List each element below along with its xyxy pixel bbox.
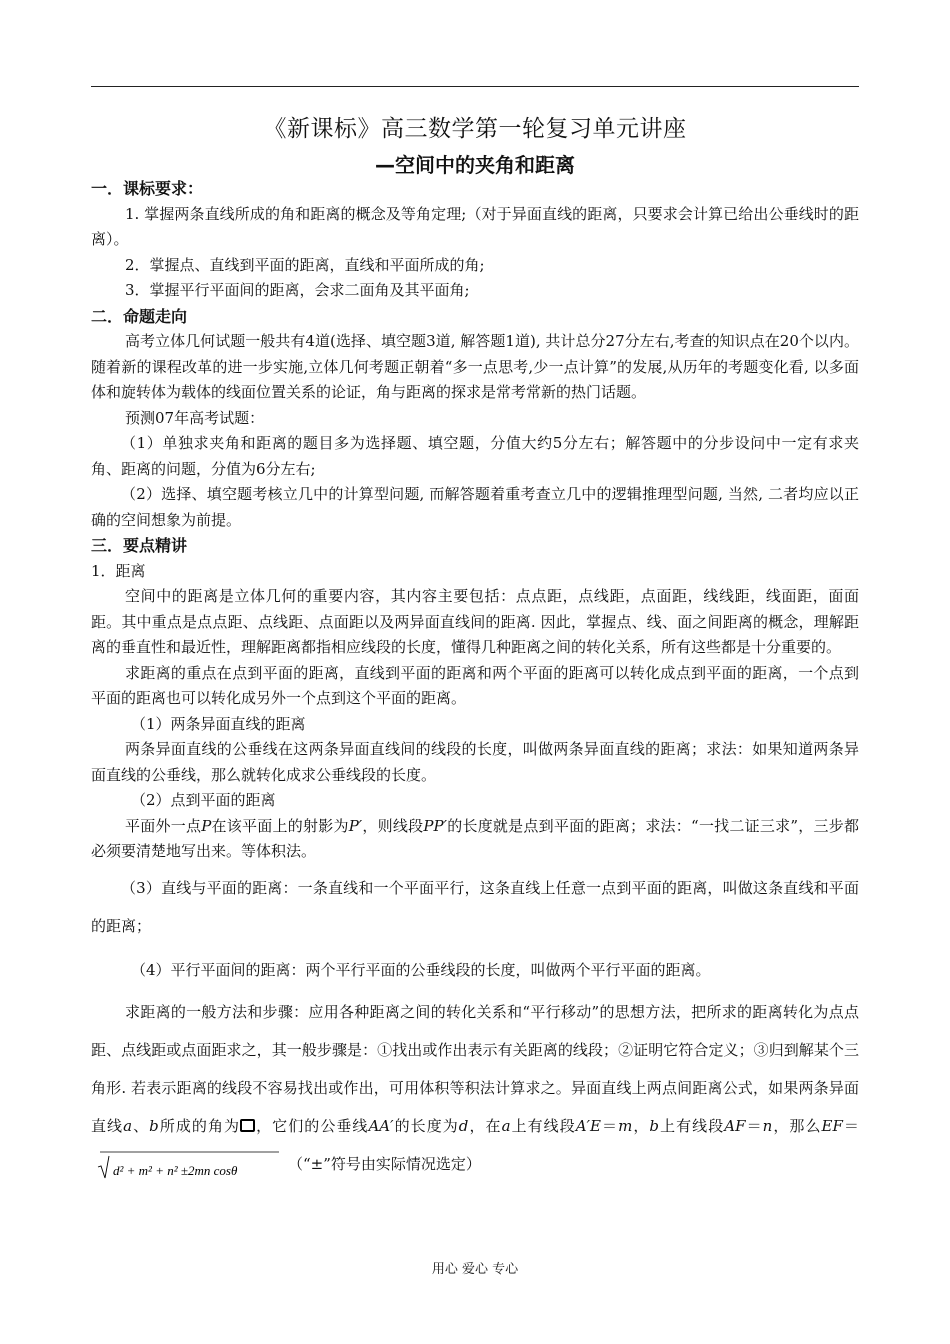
paragraph: （4）平行平面间的距离：两个平行平面的公垂线段的长度，叫做两个平行平面的距离。 — [131, 960, 711, 979]
theta-placeholder-icon — [240, 1119, 255, 1132]
document-body — [91, 176, 859, 1183]
page-title: 《新课标》高三数学第一轮复习单元讲座 — [263, 116, 687, 142]
paragraph: 平面外一点P在该平面上的射影为P′，则线段PP′的长度就是点到平面的距离；求法：“一找二证三求”，三步都必须要清楚地写出来。等体积法。 — [91, 816, 859, 860]
paragraph: （1）单独求夹角和距离的题目多为选择题、填空题，分值大约5分左右；解答题中的分步设问中一定有求夹角、距离的问题，分值为6分左右; — [91, 434, 859, 478]
paragraph: 空间中的距离是立体几何的重要内容，其内容主要包括：点点距，点线距，点面距，线线距，线面距，面面距。其中重点是点点距、点线距、点面距以及两异面直线间的距离. 因此，掌握点、线、面之间距离的概念，理解距离的垂直性和最近性，理解距离都指相应线段的长度，懂得几种距离之间的转化关系，所有这些都是十分重要的。 — [91, 587, 859, 656]
topic-title: （1）两条异面直线的距离 — [131, 714, 306, 733]
paragraph: 求距离的一般方法和步骤：应用各种距离之间的转化关系和“平行移动”的思想方法，把所求的距离转化为点点距、点线距或点面距求之，其一般步骤是：①找出或作出表示有关距离的线段；②证明它符合定义；③归到解某个三角形. 若表示距离的线段不容易找出或作出，可用体积等积法计算求之。异面直线上两点间距离公式，如果两条异面直线a、b所成的角为 ，它们的公垂线AA′的长度为d，在a上有线段A′E＝m，b上有线段AF＝n，那么EF＝ d² + m² + n² ±2mn cosθ （“±”符号由实际情况选定） — [91, 1002, 859, 1178]
paragraph: 两条异面直线的公垂线在这两条异面直线间的线段的长度，叫做两条异面直线的距离；求法：如果知道两条异面直线的公垂线，那么就转化成求公垂线段的长度。 — [91, 740, 859, 784]
topic-title: （2）点到平面的距离 — [131, 791, 276, 809]
paragraph: 1. 掌握两条直线所成的角和距离的概念及等角定理;（对于异面直线的距离，只要求会计算已给出公垂线时的距离）。 — [91, 204, 859, 248]
header-rule — [91, 86, 859, 87]
paragraph: （2）选择、填空题考核立几中的计算型问题, 而解答题着重考查立几中的逻辑推理型问题, 当然, 二者均应以正确的空间想象为前提。 — [91, 485, 859, 529]
paragraph: 预测07年高考试题： — [125, 408, 265, 427]
formula-text: d² + m² + n² ±2mn cosθ — [113, 1162, 238, 1178]
page-footer: 用心 爱心 专心 — [431, 1262, 519, 1277]
page-subtitle: —空间中的夹角和距离 — [375, 153, 575, 177]
section-heading-2: 二．命题走向 — [91, 306, 188, 326]
paragraph: 求距离的重点在点到平面的距离，直线到平面的距离和两个平面的距离可以转化成点到平面的距离，一个点到平面的距离也可以转化成另外一个点到这个平面的距离。 — [91, 663, 859, 707]
section-heading-1: 一．课标要求： — [91, 179, 204, 198]
section-heading-3: 三．要点精讲 — [91, 536, 188, 555]
subsection-title: 1．距离 — [91, 561, 146, 580]
paragraph: 高考立体几何试题一般共有4道(选择、填空题3道, 解答题1道), 共计总分27分左右,考查的知识点在20个以内。随着新的课程改革的进一步实施,立体几何考题正朝着“多一点思考,少一点计算”的发展,从历年的考题变化看, 以多面体和旋转体为载体的线面位置关系的论证，角与距离的探求是常考常新的热门话题。 — [91, 332, 859, 401]
paragraph: （3）直线与平面的距离：一条直线和一个平面平行，这条直线上任意一点到平面的距离，叫做这条直线和平面的距离； — [91, 878, 859, 935]
distance-formula — [97, 1150, 282, 1180]
paragraph: 3．掌握平行平面间的距离，会求二面角及其平面角; — [125, 281, 470, 299]
paragraph: 2．掌握点、直线到平面的距离，直线和平面所成的角; — [125, 255, 485, 274]
